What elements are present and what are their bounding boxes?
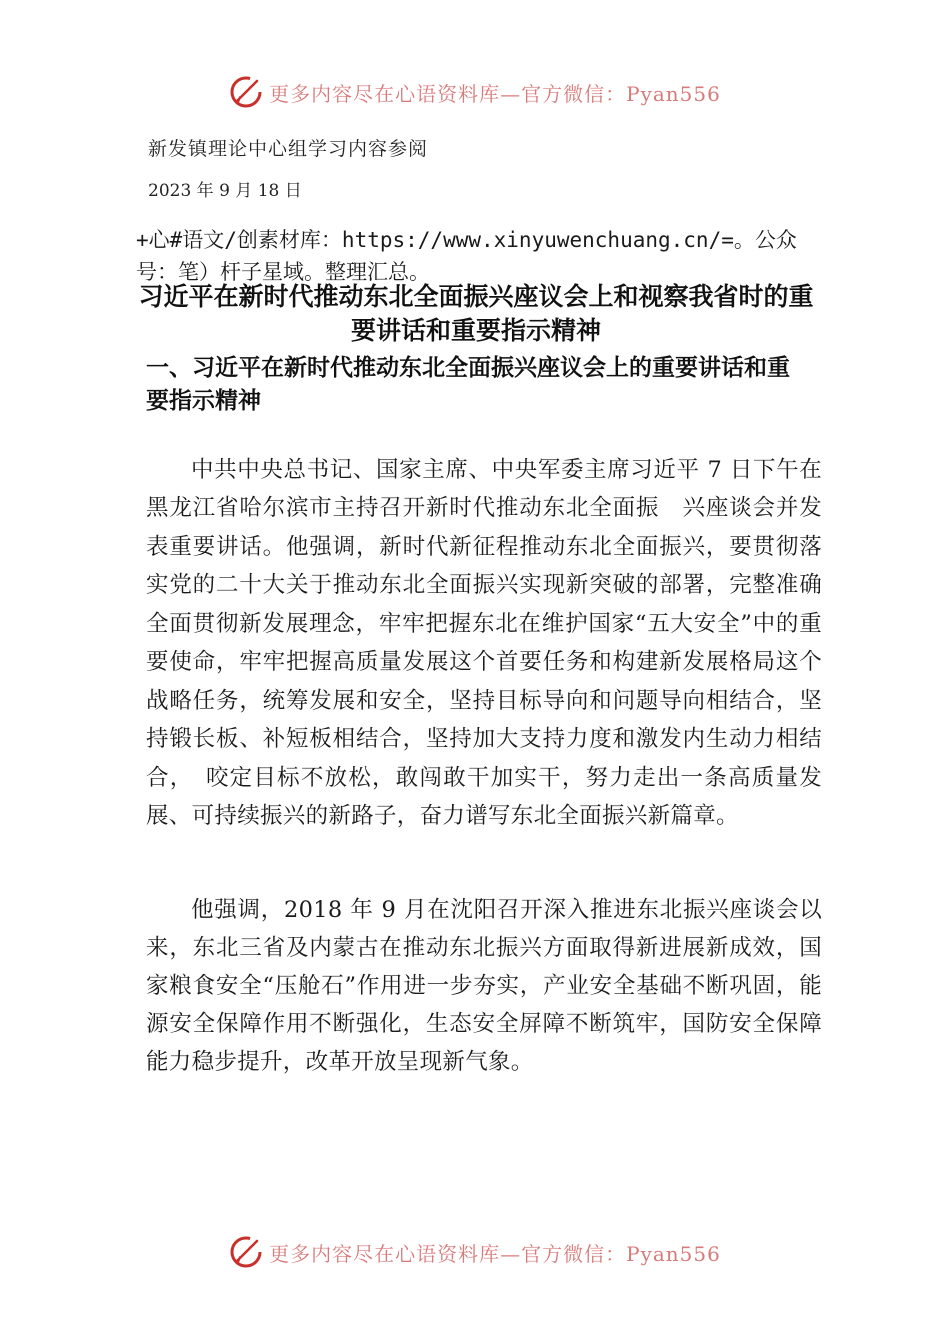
quill-swirl-logo-icon xyxy=(229,75,263,109)
document-title: 习近平在新时代推动东北全面振兴座议会上和视察我省时的重要讲话和重要指示精神 xyxy=(138,282,814,345)
section-heading: 一、习近平在新时代推动东北全面振兴座议会上的重要讲话和重要指示精神 xyxy=(146,355,790,414)
source-note: +心#语文/创素材库：https://www.xinyuwenchuang.cn/=。公众号：笔）杆子星域。整理汇总。 xyxy=(136,228,797,284)
date-label: 2023 年 9 月 18 日 xyxy=(148,181,302,201)
quill-swirl-logo-icon xyxy=(229,1235,263,1269)
watermark-text: 更多内容尽在心语资料库—官方微信：Pyan556 xyxy=(269,81,721,106)
body-paragraph-1: 中共中央总书记、国家主席、中央军委主席习近平 7 日下午在黑龙江省哈尔滨市主持召开新时代推动东北全面振 兴座谈会并发表重要讲话。他强调，新时代新征程推动东北全面振兴，要贯彻落实党的二十大关于推动东北全面振兴实现新突破的部署，完整准确全面贯彻新发展理念，牢牢把握东北在维护国家“五大安全”中的重要使命，牢牢把握高质量发展这个首要任务和构建新发展格局这个战略任务，统筹发展和安全，坚持目标导向和问题导向相结合，坚持锻长板、补短板相结合，坚持加大支持力度和激发内生动力相结合， 咬定目标不放松，敢闯敢干加实干，努力走出一条高质量发展、可持续振兴的新路子，奋力谱写东北全面振兴新篇章。 xyxy=(146,456,822,829)
bottom-watermark-banner xyxy=(0,1230,950,1274)
watermark-text: 更多内容尽在心语资料库—官方微信：Pyan556 xyxy=(269,1241,721,1266)
top-watermark-banner xyxy=(0,70,950,114)
body-paragraph-2: 他强调，2018 年 9 月在沈阳召开深入推进东北振兴座谈会以来，东北三省及内蒙古在推动东北振兴方面取得新进展新成效，国家粮食安全“压舱石”作用进一步夯实，产业安全基础不断巩固，能源安全保障作用不断强化，生态安全屏障不断筑牢，国防安全保障能力稳步提升，改革开放呈现新气象。 xyxy=(146,896,822,1075)
organization-label: 新发镇理论中心组学习内容参阅 xyxy=(148,138,429,160)
